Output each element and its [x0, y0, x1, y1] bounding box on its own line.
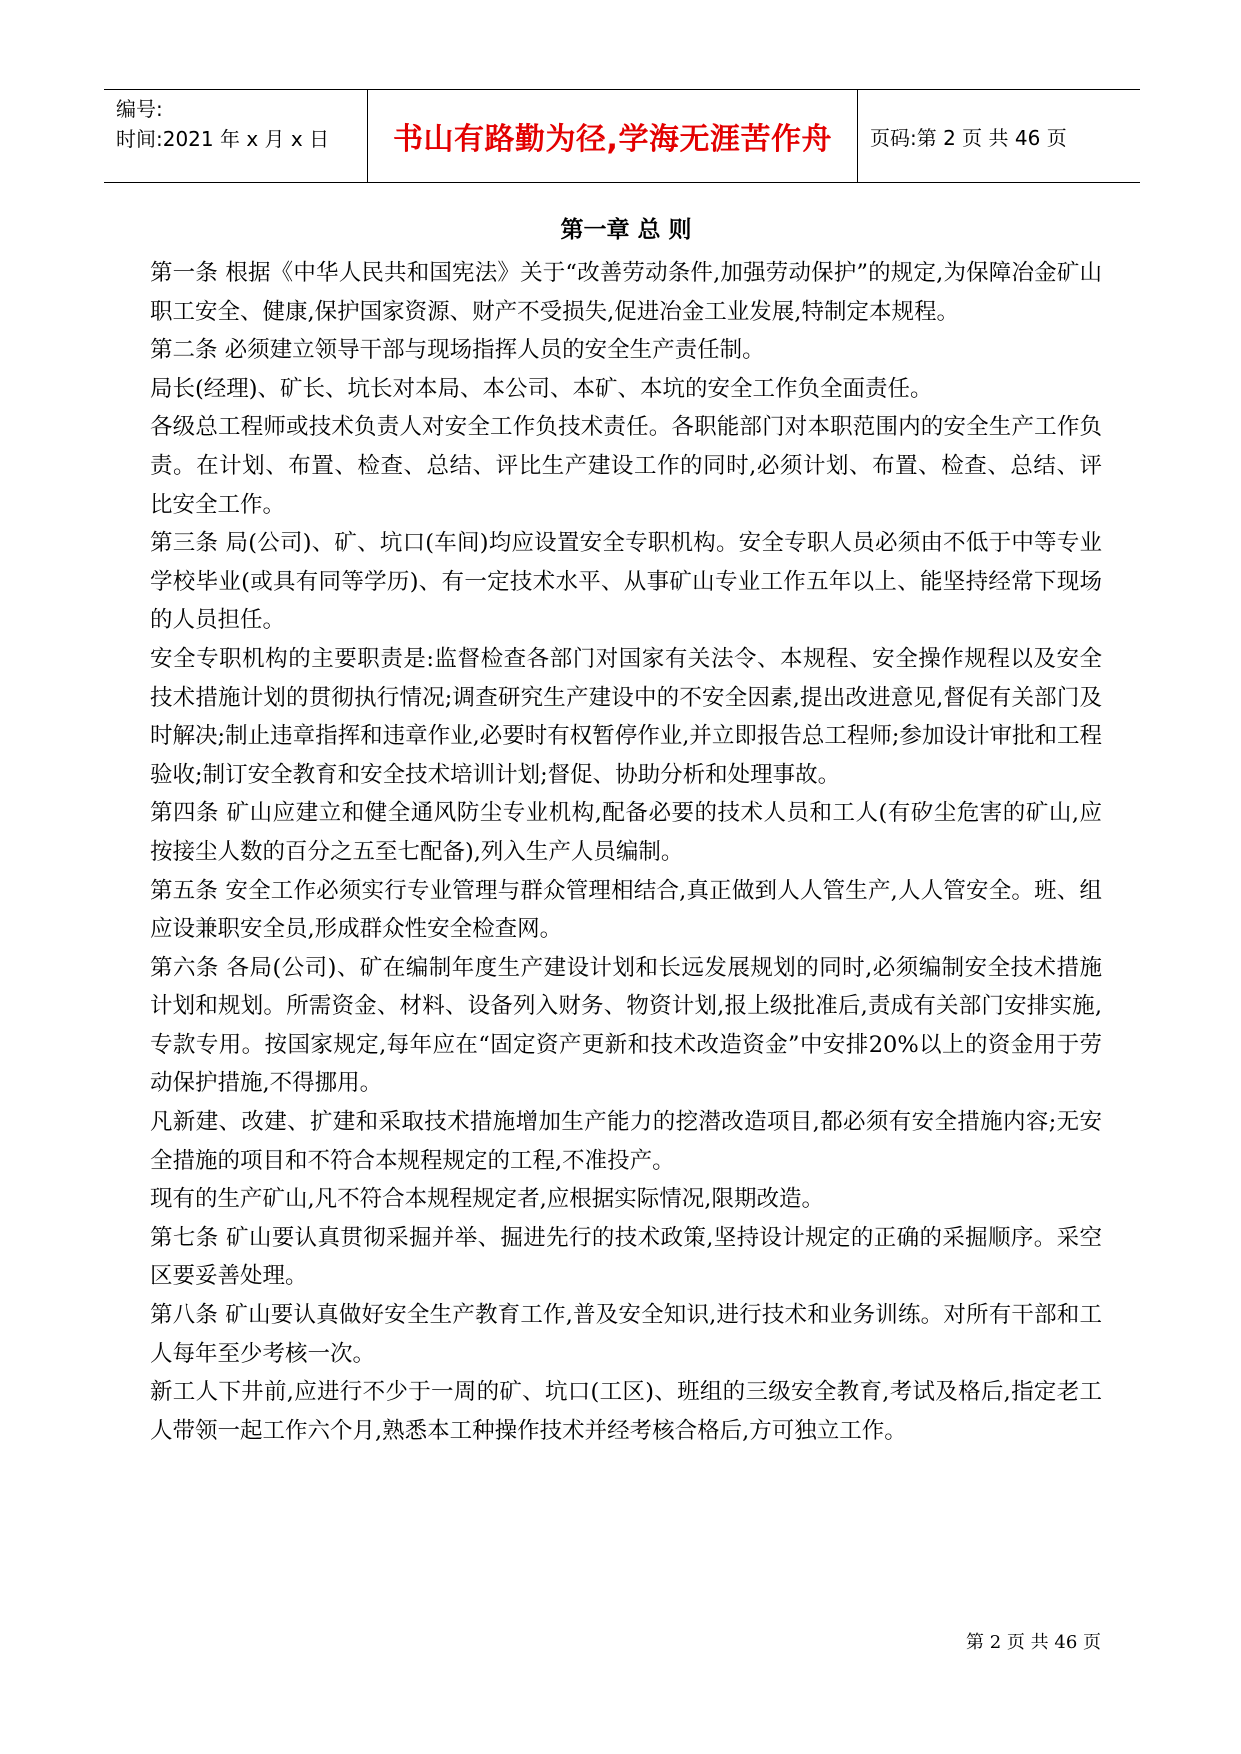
paragraph: 安全专职机构的主要职责是:监督检查各部门对国家有关法令、本规程、安全操作规程以及安全技术措施计划的贯彻执行情况;调查研究生产建设中的不安全因素,提出改进意见,督促有关部门及时解决;制止违章指挥和违章作业,必要时有权暂停作业,并立即报告总工程师;参加设计审批和工程验收;制订安全教育和安全技术培训计划;督促、协助分析和处理事故。 [150, 645, 1102, 788]
header-motto: 书山有路勤为径,学海无涯苦作舟 [393, 122, 832, 157]
paragraph: 第三条 局(公司)、矿、坑口(车间)均应设置安全专职机构。安全专职人员必须由不低于中等专业学校毕业(或具有同等学历)、有一定技术水平、从事矿山专业工作五年以上、能坚持经常下现场的人员担任。 [150, 530, 1102, 634]
page-footer: 第 2 页 共 46 页 [966, 1632, 1101, 1653]
paragraph: 凡新建、改建、扩建和采取技术措施增加生产能力的挖潜改造项目,都必须有安全措施内容;无安全措施的项目和不符合本规程规定的工程,不准投产。 [150, 1109, 1102, 1174]
header-motto-cell [368, 90, 858, 182]
paragraph: 现有的生产矿山,凡不符合本规程规定者,应根据实际情况,限期改造。 [150, 1186, 824, 1213]
page-header [104, 89, 1140, 183]
paragraph: 第五条 安全工作必须实行专业管理与群众管理相结合,真正做到人人管生产,人人管安全。班、组应设兼职安全员,形成群众性安全检查网。 [150, 877, 1102, 943]
paragraph: 第二条 必须建立领导干部与现场指挥人员的安全生产责任制。 [150, 337, 765, 364]
header-info-cell [104, 90, 368, 182]
chapter-title: 第一章 总 则 [560, 217, 692, 243]
paragraph: 第四条 矿山应建立和健全通风防尘专业机构,配备必要的技术人员和工人(有矽尘危害的矿山,应按接尘人数的百分之五至七配备),列入生产人员编制。 [150, 800, 1102, 865]
document-body [150, 212, 1102, 1450]
header-page-cell [858, 90, 1140, 182]
document-number-label: 编号: [116, 97, 163, 121]
paragraph: 第七条 矿山要认真贯彻采掘并举、掘进先行的技术政策,坚持设计规定的正确的采掘顺序。采空区要妥善处理。 [150, 1224, 1102, 1290]
paragraph: 新工人下井前,应进行不少于一周的矿、坑口(工区)、班组的三级安全教育,考试及格后,指定老工人带领一起工作六个月,熟悉本工种操作技术并经考核合格后,方可独立工作。 [150, 1379, 1102, 1444]
paragraph: 第一条 根据《中华人民共和国宪法》关于“改善劳动条件,加强劳动保护”的规定,为保障冶金矿山职工安全、健康,保护国家资源、财产不受损失,促进冶金工业发展,特制定本规程。 [150, 260, 1102, 325]
paragraph: 局长(经理)、矿长、坑长对本局、本公司、本矿、本坑的安全工作负全面责任。 [150, 375, 933, 402]
paragraph: 第六条 各局(公司)、矿在编制年度生产建设计划和长远发展规划的同时,必须编制安全技术措施计划和规划。所需资金、材料、设备列入财务、物资计划,报上级批准后,责成有关部门安排实施,专款专用。按国家规定,每年应在“固定资产更新和技术改造资金”中安排20%以上的资金用于劳动保护措施,不得挪用。 [150, 954, 1102, 1097]
document-time-label: 时间:2021 年 x 月 x 日 [116, 127, 330, 151]
paragraph: 第八条 矿山要认真做好安全生产教育工作,普及安全知识,进行技术和业务训练。对所有干部和工人每年至少考核一次。 [150, 1302, 1102, 1367]
paragraph: 各级总工程师或技术负责人对安全工作负技术责任。各职能部门对本职范围内的安全生产工作负责。在计划、布置、检查、总结、评比生产建设工作的同时,必须计划、布置、检查、总结、评比安全工作。 [150, 414, 1102, 518]
header-page-label: 页码:第 2 页 共 46 页 [870, 125, 1067, 150]
